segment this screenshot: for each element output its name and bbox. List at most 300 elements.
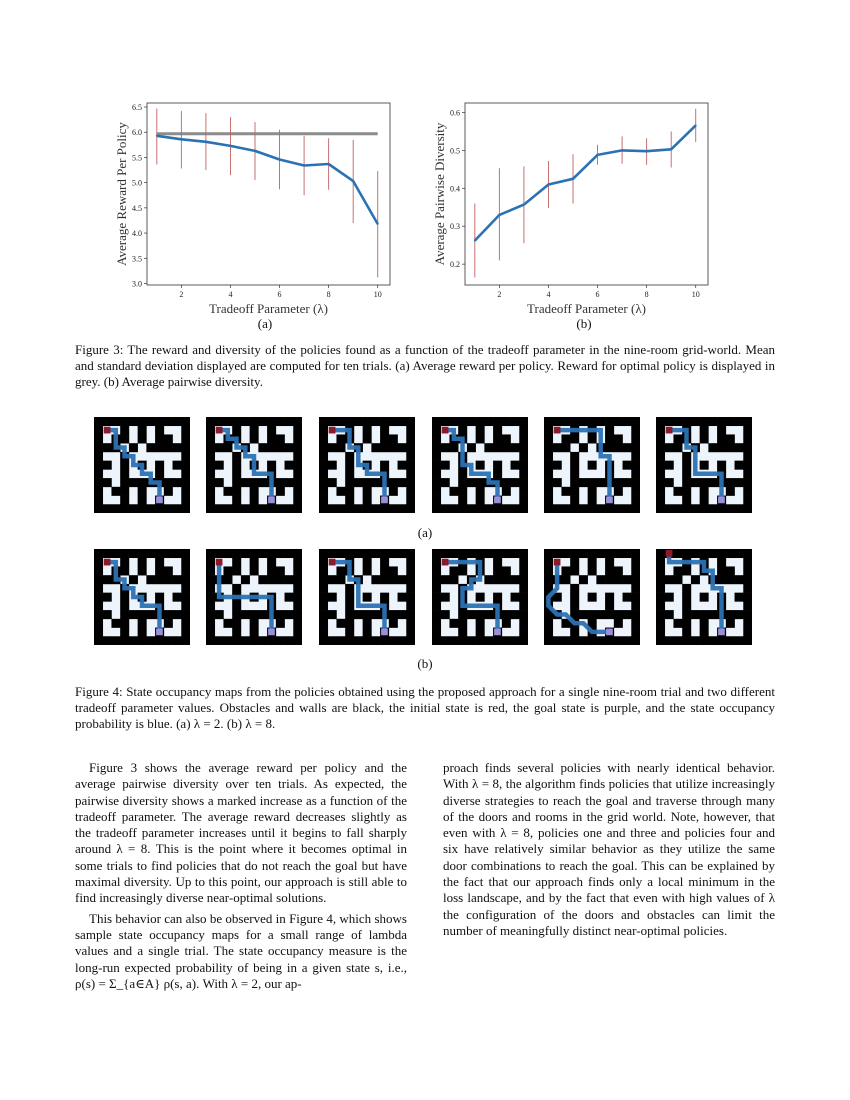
wall-cell bbox=[708, 549, 717, 558]
wall-cell bbox=[432, 593, 441, 602]
wall-cell bbox=[293, 549, 302, 558]
wall-cell bbox=[241, 636, 250, 645]
wall-cell bbox=[502, 504, 511, 513]
wall-cell bbox=[570, 601, 579, 610]
wall-cell bbox=[743, 636, 752, 645]
wall-cell bbox=[588, 636, 597, 645]
wall-cell bbox=[458, 417, 467, 426]
wall-cell bbox=[700, 628, 709, 637]
wall-cell bbox=[164, 619, 173, 628]
wall-cell bbox=[164, 575, 173, 584]
wall-cell bbox=[328, 610, 337, 619]
wall-cell bbox=[398, 575, 407, 584]
wall-cell bbox=[345, 487, 354, 496]
wall-cell bbox=[206, 469, 215, 478]
wall-cell bbox=[605, 593, 614, 602]
wall-cell bbox=[743, 601, 752, 610]
wall-cell bbox=[441, 478, 450, 487]
wall-cell bbox=[544, 434, 553, 443]
data-point bbox=[621, 149, 623, 151]
wall-cell bbox=[155, 575, 164, 584]
wall-cell bbox=[276, 636, 285, 645]
wall-cell bbox=[682, 549, 691, 558]
wall-cell bbox=[146, 417, 155, 426]
wall-cell bbox=[665, 461, 674, 470]
wall-cell bbox=[502, 434, 511, 443]
wall-cell bbox=[449, 417, 458, 426]
wall-cell bbox=[519, 549, 528, 558]
wall-cell bbox=[743, 584, 752, 593]
wall-cell bbox=[319, 504, 328, 513]
wall-cell bbox=[138, 558, 147, 567]
wall-cell bbox=[138, 619, 147, 628]
wall-cell bbox=[588, 487, 597, 496]
wall-cell bbox=[319, 487, 328, 496]
wall-cell bbox=[519, 478, 528, 487]
wall-cell bbox=[155, 443, 164, 452]
occupancy-map bbox=[94, 417, 190, 513]
wall-cell bbox=[398, 478, 407, 487]
wall-cell bbox=[120, 593, 129, 602]
wall-cell bbox=[502, 575, 511, 584]
wall-cell bbox=[363, 434, 372, 443]
wall-cell bbox=[432, 426, 441, 435]
wall-cell bbox=[743, 549, 752, 558]
wall-cell bbox=[293, 461, 302, 470]
y-axis-label: Average Reward Per Policy bbox=[114, 122, 129, 266]
wall-cell bbox=[120, 601, 129, 610]
wall-cell bbox=[441, 593, 450, 602]
wall-cell bbox=[380, 426, 389, 435]
wall-cell bbox=[206, 417, 215, 426]
wall-cell bbox=[691, 504, 700, 513]
wall-cell bbox=[502, 610, 511, 619]
wall-cell bbox=[389, 549, 398, 558]
wall-cell bbox=[181, 558, 190, 567]
wall-cell bbox=[173, 461, 182, 470]
wall-cell bbox=[120, 469, 129, 478]
wall-cell bbox=[285, 478, 294, 487]
wall-cell bbox=[682, 593, 691, 602]
wall-cell bbox=[673, 417, 682, 426]
wall-cell bbox=[406, 549, 415, 558]
wall-cell bbox=[458, 566, 467, 575]
wall-cell bbox=[120, 558, 129, 567]
wall-cell bbox=[579, 636, 588, 645]
data-point bbox=[377, 223, 379, 225]
wall-cell bbox=[293, 478, 302, 487]
wall-cell bbox=[493, 417, 502, 426]
wall-cell bbox=[631, 610, 640, 619]
wall-cell bbox=[293, 452, 302, 461]
data-point bbox=[328, 163, 330, 165]
wall-cell bbox=[155, 417, 164, 426]
wall-cell bbox=[561, 434, 570, 443]
wall-cell bbox=[173, 478, 182, 487]
wall-cell bbox=[181, 496, 190, 505]
wall-cell bbox=[614, 478, 623, 487]
wall-cell bbox=[319, 443, 328, 452]
wall-cell bbox=[94, 434, 103, 443]
wall-cell bbox=[155, 469, 164, 478]
wall-cell bbox=[476, 628, 485, 637]
start-state bbox=[216, 559, 223, 566]
wall-cell bbox=[319, 575, 328, 584]
wall-cell bbox=[441, 610, 450, 619]
wall-cell bbox=[155, 434, 164, 443]
wall-cell bbox=[493, 558, 502, 567]
wall-cell bbox=[623, 636, 632, 645]
wall-cell bbox=[206, 504, 215, 513]
wall-cell bbox=[406, 504, 415, 513]
wall-cell bbox=[458, 610, 467, 619]
wall-cell bbox=[570, 558, 579, 567]
wall-cell bbox=[449, 443, 458, 452]
wall-cell bbox=[94, 575, 103, 584]
wall-cell bbox=[614, 619, 623, 628]
wall-cell bbox=[717, 461, 726, 470]
wall-cell bbox=[726, 504, 735, 513]
wall-cell bbox=[120, 566, 129, 575]
goal-state bbox=[494, 629, 501, 636]
wall-cell bbox=[363, 619, 372, 628]
wall-cell bbox=[232, 504, 241, 513]
wall-cell bbox=[570, 593, 579, 602]
wall-cell bbox=[673, 636, 682, 645]
wall-cell bbox=[258, 575, 267, 584]
wall-cell bbox=[519, 496, 528, 505]
wall-cell bbox=[519, 619, 528, 628]
wall-cell bbox=[561, 636, 570, 645]
wall-cell bbox=[502, 566, 511, 575]
wall-cell bbox=[735, 417, 744, 426]
wall-cell bbox=[103, 478, 112, 487]
wall-cell bbox=[735, 478, 744, 487]
wall-cell bbox=[138, 487, 147, 496]
wall-cell bbox=[700, 636, 709, 645]
wall-cell bbox=[553, 549, 562, 558]
wall-cell bbox=[250, 504, 259, 513]
wall-cell bbox=[120, 504, 129, 513]
wall-cell bbox=[708, 636, 717, 645]
wall-cell bbox=[682, 619, 691, 628]
wall-cell bbox=[215, 610, 224, 619]
wall-cell bbox=[319, 417, 328, 426]
wall-cell bbox=[363, 426, 372, 435]
wall-cell bbox=[398, 610, 407, 619]
wall-cell bbox=[502, 417, 511, 426]
wall-cell bbox=[276, 478, 285, 487]
wall-cell bbox=[665, 417, 674, 426]
figure4-sublabel-a: (a) bbox=[417, 525, 433, 540]
wall-cell bbox=[561, 504, 570, 513]
wall-cell bbox=[319, 469, 328, 478]
wall-cell bbox=[181, 443, 190, 452]
wall-cell bbox=[138, 417, 147, 426]
wall-cell bbox=[449, 619, 458, 628]
wall-cell bbox=[735, 610, 744, 619]
wall-cell bbox=[276, 549, 285, 558]
wall-cell bbox=[206, 461, 215, 470]
wall-cell bbox=[717, 426, 726, 435]
wall-cell bbox=[103, 610, 112, 619]
wall-cell bbox=[293, 496, 302, 505]
wall-cell bbox=[276, 575, 285, 584]
wall-cell bbox=[328, 593, 337, 602]
wall-cell bbox=[371, 478, 380, 487]
wall-cell bbox=[467, 443, 476, 452]
wall-cell bbox=[406, 496, 415, 505]
wall-cell bbox=[519, 426, 528, 435]
mean-line bbox=[157, 136, 378, 224]
wall-cell bbox=[328, 443, 337, 452]
wall-cell bbox=[726, 434, 735, 443]
start-state bbox=[442, 427, 449, 434]
wall-cell bbox=[717, 575, 726, 584]
wall-cell bbox=[206, 549, 215, 558]
wall-cell bbox=[553, 443, 562, 452]
y-tick-label: 3.0 bbox=[132, 279, 142, 289]
wall-cell bbox=[493, 443, 502, 452]
wall-cell bbox=[389, 575, 398, 584]
wall-cell bbox=[336, 504, 345, 513]
wall-cell bbox=[570, 584, 579, 593]
wall-cell bbox=[467, 610, 476, 619]
goal-state bbox=[606, 497, 613, 504]
wall-cell bbox=[406, 443, 415, 452]
wall-cell bbox=[293, 469, 302, 478]
wall-cell bbox=[232, 426, 241, 435]
wall-cell bbox=[432, 461, 441, 470]
wall-cell bbox=[432, 636, 441, 645]
wall-cell bbox=[656, 575, 665, 584]
wall-cell bbox=[467, 504, 476, 513]
wall-cell bbox=[596, 636, 605, 645]
wall-cell bbox=[250, 417, 259, 426]
wall-cell bbox=[493, 504, 502, 513]
wall-cell bbox=[544, 426, 553, 435]
wall-cell bbox=[605, 443, 614, 452]
wall-cell bbox=[432, 610, 441, 619]
wall-cell bbox=[441, 549, 450, 558]
wall-cell bbox=[155, 549, 164, 558]
wall-cell bbox=[717, 434, 726, 443]
wall-cell bbox=[553, 504, 562, 513]
wall-cell bbox=[206, 426, 215, 435]
wall-cell bbox=[484, 417, 493, 426]
wall-cell bbox=[519, 452, 528, 461]
wall-cell bbox=[614, 575, 623, 584]
wall-cell bbox=[181, 426, 190, 435]
wall-cell bbox=[458, 487, 467, 496]
wall-cell bbox=[631, 636, 640, 645]
wall-cell bbox=[596, 417, 605, 426]
wall-cell bbox=[579, 478, 588, 487]
wall-cell bbox=[223, 549, 232, 558]
wall-cell bbox=[605, 575, 614, 584]
wall-cell bbox=[336, 549, 345, 558]
occupancy-map bbox=[94, 549, 190, 645]
wall-cell bbox=[206, 487, 215, 496]
data-point bbox=[205, 141, 207, 143]
wall-cell bbox=[476, 434, 485, 443]
wall-cell bbox=[371, 443, 380, 452]
wall-cell bbox=[232, 584, 241, 593]
wall-cell bbox=[129, 610, 138, 619]
wall-cell bbox=[631, 619, 640, 628]
wall-cell bbox=[293, 575, 302, 584]
start-state bbox=[442, 559, 449, 566]
wall-cell bbox=[743, 558, 752, 567]
wall-cell bbox=[691, 549, 700, 558]
data-point bbox=[474, 240, 476, 242]
wall-cell bbox=[570, 434, 579, 443]
wall-cell bbox=[614, 443, 623, 452]
wall-cell bbox=[258, 504, 267, 513]
wall-cell bbox=[493, 575, 502, 584]
wall-cell bbox=[570, 504, 579, 513]
wall-cell bbox=[656, 434, 665, 443]
goal-state bbox=[381, 629, 388, 636]
wall-cell bbox=[700, 496, 709, 505]
wall-cell bbox=[596, 504, 605, 513]
wall-cell bbox=[181, 619, 190, 628]
wall-cell bbox=[241, 549, 250, 558]
wall-cell bbox=[544, 496, 553, 505]
start-state bbox=[329, 559, 336, 566]
wall-cell bbox=[493, 434, 502, 443]
wall-cell bbox=[398, 636, 407, 645]
wall-cell bbox=[735, 443, 744, 452]
x-tick-label: 6 bbox=[595, 290, 600, 299]
wall-cell bbox=[708, 478, 717, 487]
wall-cell bbox=[345, 636, 354, 645]
wall-cell bbox=[155, 504, 164, 513]
wall-cell bbox=[319, 549, 328, 558]
wall-cell bbox=[285, 504, 294, 513]
wall-cell bbox=[605, 426, 614, 435]
wall-cell bbox=[206, 575, 215, 584]
wall-cell bbox=[467, 636, 476, 645]
wall-cell bbox=[544, 487, 553, 496]
wall-cell bbox=[181, 549, 190, 558]
wall-cell bbox=[673, 549, 682, 558]
wall-cell bbox=[103, 549, 112, 558]
wall-cell bbox=[232, 558, 241, 567]
body-paragraph-3: proach finds several policies with nearly identical behavior. With λ = 8, the algorithm finds policies that utilize increasingly diverse strategies to reach the goal and traverse through many of the doors and rooms in the grid world. Note, however, that even with λ = 8, policies one and three and policies four and six have relatively similar behavior as they utilize the same door combinations to reach the goal. This can be explained by the fact that our approach finds only a local minimum in the loss landscape, and by the fact that even with high values of λ the configuration of the doors and obstacles can limit the number of meaningfully distinct near-optimal policies. bbox=[443, 760, 775, 938]
wall-cell bbox=[743, 443, 752, 452]
wall-cell bbox=[336, 619, 345, 628]
wall-cell bbox=[267, 558, 276, 567]
wall-cell bbox=[155, 461, 164, 470]
wall-cell bbox=[120, 434, 129, 443]
wall-cell bbox=[250, 636, 259, 645]
y-tick-label: 0.3 bbox=[450, 222, 460, 232]
wall-cell bbox=[328, 636, 337, 645]
data-point bbox=[523, 204, 525, 206]
wall-cell bbox=[363, 487, 372, 496]
wall-cell bbox=[631, 549, 640, 558]
wall-cell bbox=[94, 610, 103, 619]
wall-cell bbox=[380, 566, 389, 575]
data-point bbox=[352, 180, 354, 182]
wall-cell bbox=[682, 487, 691, 496]
wall-cell bbox=[206, 566, 215, 575]
wall-cell bbox=[726, 443, 735, 452]
wall-cell bbox=[502, 487, 511, 496]
wall-cell bbox=[103, 417, 112, 426]
wall-cell bbox=[181, 452, 190, 461]
wall-cell bbox=[726, 417, 735, 426]
wall-cell bbox=[223, 636, 232, 645]
wall-cell bbox=[328, 417, 337, 426]
wall-cell bbox=[138, 504, 147, 513]
wall-cell bbox=[103, 504, 112, 513]
wall-cell bbox=[511, 549, 520, 558]
wall-cell bbox=[682, 601, 691, 610]
wall-cell bbox=[656, 593, 665, 602]
wall-cell bbox=[120, 426, 129, 435]
wall-cell bbox=[656, 417, 665, 426]
wall-cell bbox=[717, 504, 726, 513]
wall-cell bbox=[682, 610, 691, 619]
wall-cell bbox=[735, 461, 744, 470]
wall-cell bbox=[293, 593, 302, 602]
wall-cell bbox=[476, 487, 485, 496]
data-point bbox=[597, 154, 599, 156]
wall-cell bbox=[691, 636, 700, 645]
wall-cell bbox=[345, 628, 354, 637]
x-tick-label: 2 bbox=[179, 290, 184, 299]
wall-cell bbox=[285, 443, 294, 452]
wall-cell bbox=[588, 593, 597, 602]
wall-cell bbox=[164, 417, 173, 426]
wall-cell bbox=[631, 575, 640, 584]
wall-cell bbox=[700, 417, 709, 426]
wall-cell bbox=[605, 636, 614, 645]
wall-cell bbox=[232, 610, 241, 619]
x-tick-label: 6 bbox=[277, 290, 282, 299]
wall-cell bbox=[623, 610, 632, 619]
wall-cell bbox=[717, 417, 726, 426]
wall-cell bbox=[579, 610, 588, 619]
wall-cell bbox=[285, 417, 294, 426]
data-point bbox=[646, 150, 648, 152]
wall-cell bbox=[345, 610, 354, 619]
wall-cell bbox=[319, 452, 328, 461]
wall-cell bbox=[449, 636, 458, 645]
wall-cell bbox=[232, 549, 241, 558]
wall-cell bbox=[94, 504, 103, 513]
wall-cell bbox=[371, 636, 380, 645]
data-point bbox=[230, 145, 232, 147]
wall-cell bbox=[631, 434, 640, 443]
wall-cell bbox=[164, 504, 173, 513]
wall-cell bbox=[406, 566, 415, 575]
wall-cell bbox=[181, 461, 190, 470]
wall-cell bbox=[206, 452, 215, 461]
wall-cell bbox=[561, 417, 570, 426]
wall-cell bbox=[129, 575, 138, 584]
occupancy-map bbox=[544, 417, 640, 513]
wall-cell bbox=[129, 478, 138, 487]
wall-cell bbox=[146, 443, 155, 452]
wall-cell bbox=[319, 636, 328, 645]
wall-cell bbox=[389, 417, 398, 426]
wall-cell bbox=[363, 417, 372, 426]
wall-cell bbox=[293, 566, 302, 575]
wall-cell bbox=[682, 496, 691, 505]
